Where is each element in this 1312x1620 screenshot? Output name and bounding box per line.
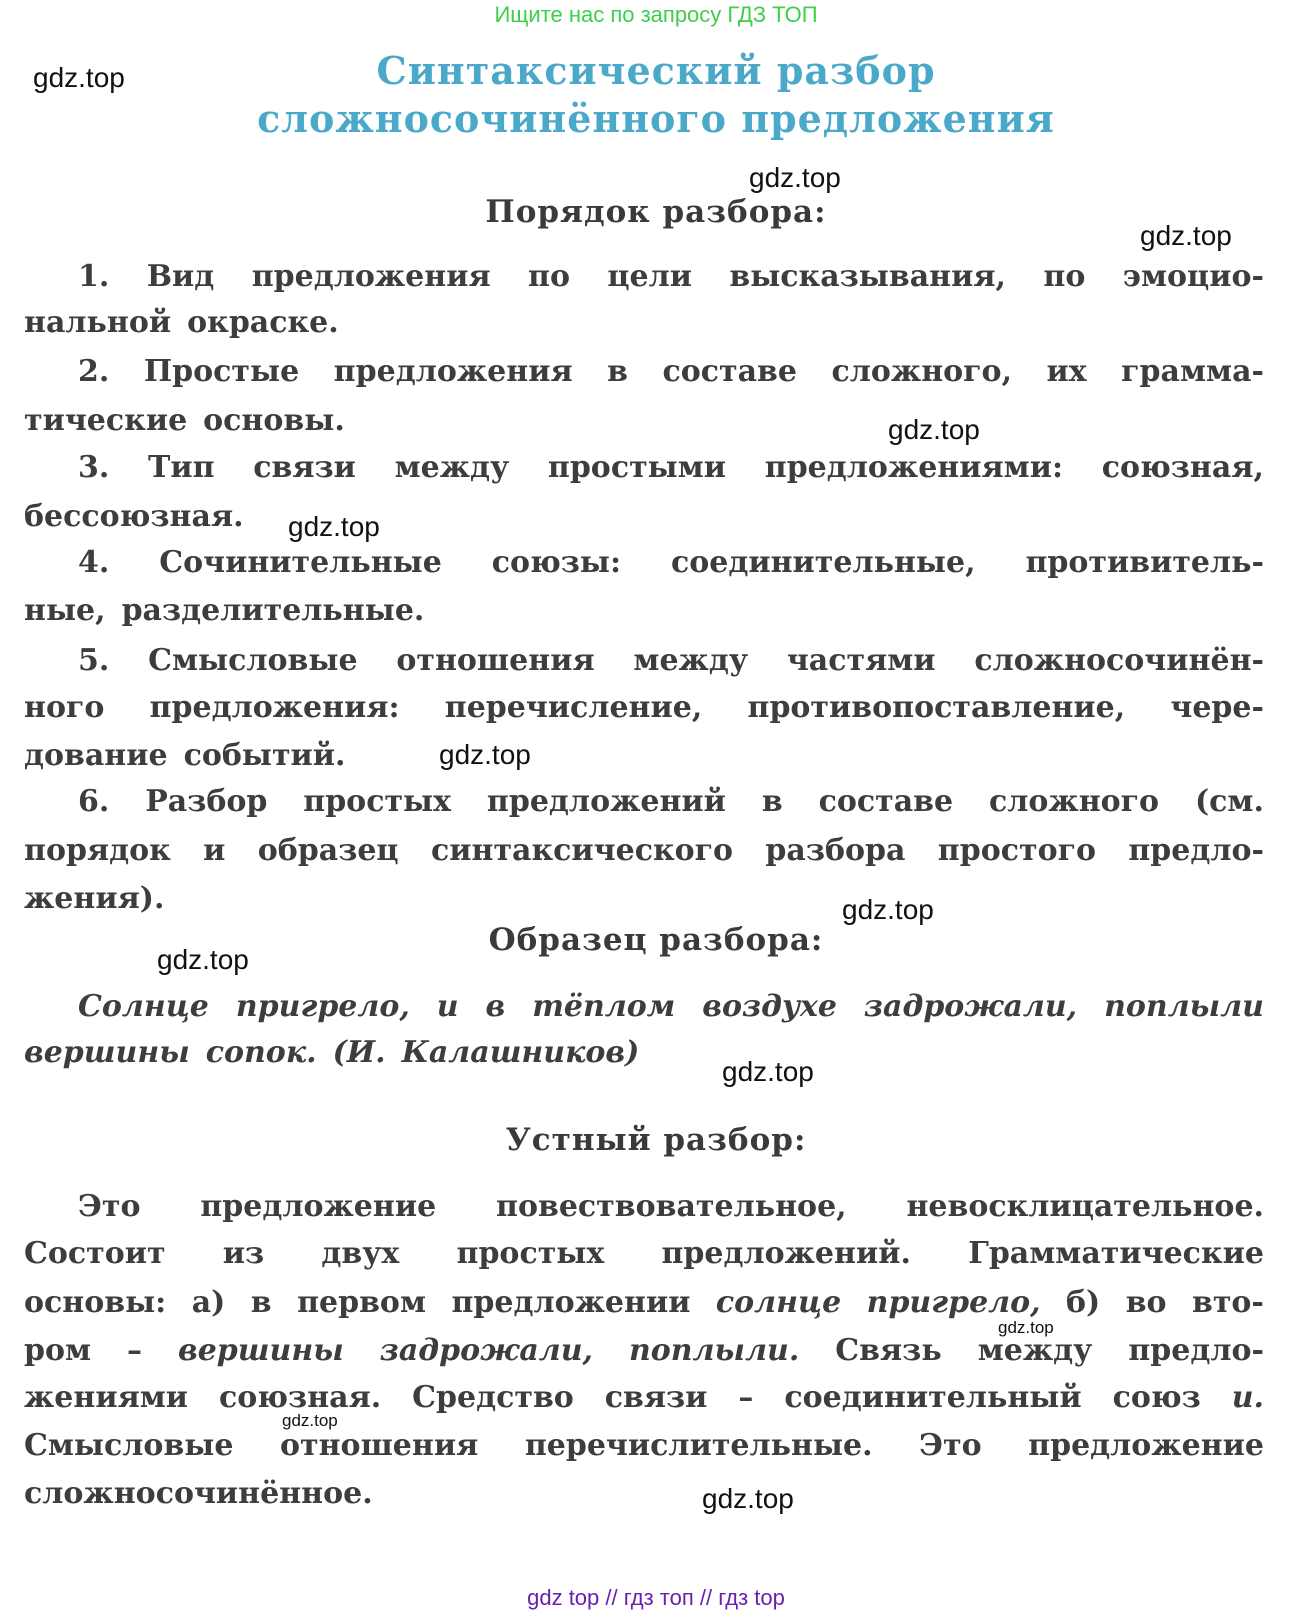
word: разбора xyxy=(765,832,906,868)
word: ные, xyxy=(24,592,106,628)
watermark-text: gdz.top xyxy=(282,1411,338,1430)
word: Простые xyxy=(143,353,300,389)
word: по xyxy=(528,258,570,294)
word: (И. xyxy=(332,1034,386,1070)
word: б) xyxy=(1066,1284,1101,1320)
word: основы. xyxy=(203,402,345,438)
word: нальной xyxy=(24,304,172,340)
word: предложения: xyxy=(149,689,400,725)
word: во xyxy=(1125,1284,1167,1320)
order-line xyxy=(24,826,1264,874)
footer-links: gdz top // гдз топ // гдз top xyxy=(527,1585,785,1610)
word: предложений. xyxy=(661,1235,911,1271)
word: предло- xyxy=(1128,832,1264,868)
word: предложение xyxy=(1028,1427,1264,1463)
word: Состоит xyxy=(24,1235,166,1271)
word: между xyxy=(394,449,510,485)
order-line xyxy=(78,777,1264,825)
word: основы: xyxy=(24,1284,167,1320)
word: Смысловые xyxy=(148,642,358,678)
word: связи xyxy=(604,1379,708,1415)
order-line xyxy=(24,731,1264,779)
oral-line xyxy=(24,1326,1264,1374)
word: Грамматические xyxy=(968,1235,1264,1271)
word: 1. xyxy=(78,258,110,294)
word: Связь xyxy=(835,1332,942,1368)
word: пригрело, xyxy=(235,988,410,1024)
word: Это xyxy=(78,1188,141,1224)
word: сложного, xyxy=(831,353,1013,389)
word: образец xyxy=(257,832,399,868)
word: союзная. xyxy=(219,1379,382,1415)
watermark-text: gdz.top xyxy=(702,1483,794,1514)
word: задрожали, xyxy=(379,1332,593,1368)
word: 5. xyxy=(78,642,110,678)
word: отношения xyxy=(280,1427,479,1463)
word: грамма- xyxy=(1121,353,1264,389)
word: вершины xyxy=(24,1034,190,1070)
word: жения). xyxy=(24,880,165,916)
word: Разбор xyxy=(145,783,268,819)
order-line xyxy=(78,252,1264,300)
order-line xyxy=(24,396,1264,444)
oral-heading: Устный разбор: xyxy=(505,1122,807,1158)
word: поплыли xyxy=(1104,988,1264,1024)
word: тёплом xyxy=(532,988,676,1024)
word: дование xyxy=(24,737,168,773)
word: перечисление, xyxy=(444,689,703,725)
word: предложения xyxy=(251,258,491,294)
oral-line xyxy=(24,1469,1264,1517)
order-line xyxy=(24,492,1264,540)
word: вершины xyxy=(178,1332,344,1368)
word: частями xyxy=(786,642,936,678)
word: противитель- xyxy=(1025,544,1264,580)
watermark-text: gdz.top xyxy=(722,1056,814,1087)
watermark-text: gdz.top xyxy=(888,414,980,445)
word: цели xyxy=(607,258,692,294)
word: вто- xyxy=(1191,1284,1264,1320)
word: их xyxy=(1046,353,1087,389)
word: предложение xyxy=(200,1188,437,1224)
word: 3. xyxy=(78,449,110,485)
word: солнце xyxy=(715,1284,842,1320)
word: связи xyxy=(253,449,356,485)
word: сопок. xyxy=(205,1034,317,1070)
word: простыми xyxy=(547,449,727,485)
word: воздухе xyxy=(702,988,837,1024)
word: простых xyxy=(303,783,452,819)
watermark-text: gdz.top xyxy=(157,944,249,975)
watermark-text: gdz.top xyxy=(749,162,841,193)
word: из xyxy=(222,1235,265,1271)
word: 4. xyxy=(78,544,110,580)
order-line xyxy=(24,586,1264,634)
word: предложений xyxy=(486,783,726,819)
word: противопоставление, xyxy=(747,689,1126,725)
word: чере- xyxy=(1170,689,1264,725)
word: невосклицательное. xyxy=(906,1188,1264,1224)
top-banner: Ищите нас по запросу ГДЗ ТОП xyxy=(494,2,818,27)
word: предложении xyxy=(451,1284,691,1320)
sample-heading: Образец разбора: xyxy=(488,922,824,958)
word: союзная, xyxy=(1101,449,1264,485)
word: предложениями: xyxy=(764,449,1064,485)
word: ного xyxy=(24,689,105,725)
word: повествовательное, xyxy=(496,1188,847,1224)
word: 2. xyxy=(78,353,110,389)
word: и. xyxy=(1231,1379,1264,1415)
word: первом xyxy=(297,1284,426,1320)
oral-line xyxy=(78,1182,1264,1230)
word: составе xyxy=(662,353,797,389)
word: в xyxy=(485,988,506,1024)
word: союз xyxy=(1112,1379,1201,1415)
word: и xyxy=(436,988,459,1024)
word: событий. xyxy=(183,737,346,773)
word: Калашников) xyxy=(401,1034,640,1070)
word: бессоюзная. xyxy=(24,498,244,534)
word: в xyxy=(607,353,628,389)
word: эмоцио- xyxy=(1122,258,1264,294)
word: соединительные, xyxy=(670,544,976,580)
word: Солнце xyxy=(78,988,209,1024)
order-heading: Порядок разбора: xyxy=(485,194,827,230)
word: союзы: xyxy=(491,544,622,580)
word: сложносочинённое. xyxy=(24,1475,373,1511)
word: Средство xyxy=(412,1379,574,1415)
oral-line xyxy=(24,1229,1264,1277)
word: составе xyxy=(818,783,954,819)
oral-line xyxy=(24,1278,1264,1326)
order-line xyxy=(78,443,1264,491)
word: задрожали, xyxy=(863,988,1078,1024)
word: между xyxy=(977,1332,1093,1368)
word: в xyxy=(250,1284,272,1320)
word: порядок xyxy=(24,832,171,868)
order-line xyxy=(24,298,1264,346)
title-line-2: сложносочинённого предложения xyxy=(257,96,1055,141)
word: между xyxy=(633,642,749,678)
word: высказывания, xyxy=(729,258,1006,294)
order-line xyxy=(78,538,1264,586)
word: а) xyxy=(191,1284,226,1320)
word: Тип xyxy=(148,449,215,485)
watermark-text: gdz.top xyxy=(439,739,531,770)
word: 6. xyxy=(78,783,110,819)
word: в xyxy=(761,783,783,819)
word: сложного xyxy=(988,783,1160,819)
watermark-text: gdz.top xyxy=(288,511,380,542)
oral-line xyxy=(24,1421,1264,1469)
order-line xyxy=(78,347,1264,395)
word: отношения xyxy=(396,642,595,678)
word: Это xyxy=(919,1427,982,1463)
oral-line xyxy=(24,1373,1264,1421)
word: перечислительные. xyxy=(524,1427,873,1463)
word: Вид xyxy=(146,258,215,294)
word: предложения xyxy=(333,353,573,389)
word: ром xyxy=(24,1332,92,1368)
word: разделительные. xyxy=(121,592,425,628)
sample-line xyxy=(78,982,1264,1030)
order-line xyxy=(24,874,1264,922)
word: двух xyxy=(321,1235,400,1271)
word: простых xyxy=(456,1235,605,1271)
title-line-1: Синтаксический разбор xyxy=(376,48,936,93)
word: сложносочинён- xyxy=(974,642,1264,678)
word: синтаксического xyxy=(430,832,734,868)
word: окраске. xyxy=(187,304,339,340)
word: жениями xyxy=(24,1379,189,1415)
word: – xyxy=(127,1332,143,1368)
order-line xyxy=(78,636,1264,684)
watermark-text: gdz.top xyxy=(1140,220,1232,251)
word: – xyxy=(738,1379,754,1415)
word: предло- xyxy=(1128,1332,1264,1368)
word: поплыли. xyxy=(628,1332,800,1368)
word: и xyxy=(203,832,226,868)
word: тические xyxy=(24,402,188,438)
watermark-text: gdz.top xyxy=(998,1318,1054,1337)
order-line xyxy=(24,683,1264,731)
word: Смысловые xyxy=(24,1427,234,1463)
word: по xyxy=(1043,258,1086,294)
word: простого xyxy=(937,832,1096,868)
watermark-text: gdz.top xyxy=(33,62,125,93)
word: (см. xyxy=(1194,783,1264,819)
word: пригрело, xyxy=(866,1284,1041,1320)
sample-line xyxy=(24,1028,1264,1076)
word: Сочинительные xyxy=(159,544,442,580)
watermark-text: gdz.top xyxy=(842,894,934,925)
word: соединительный xyxy=(784,1379,1082,1415)
